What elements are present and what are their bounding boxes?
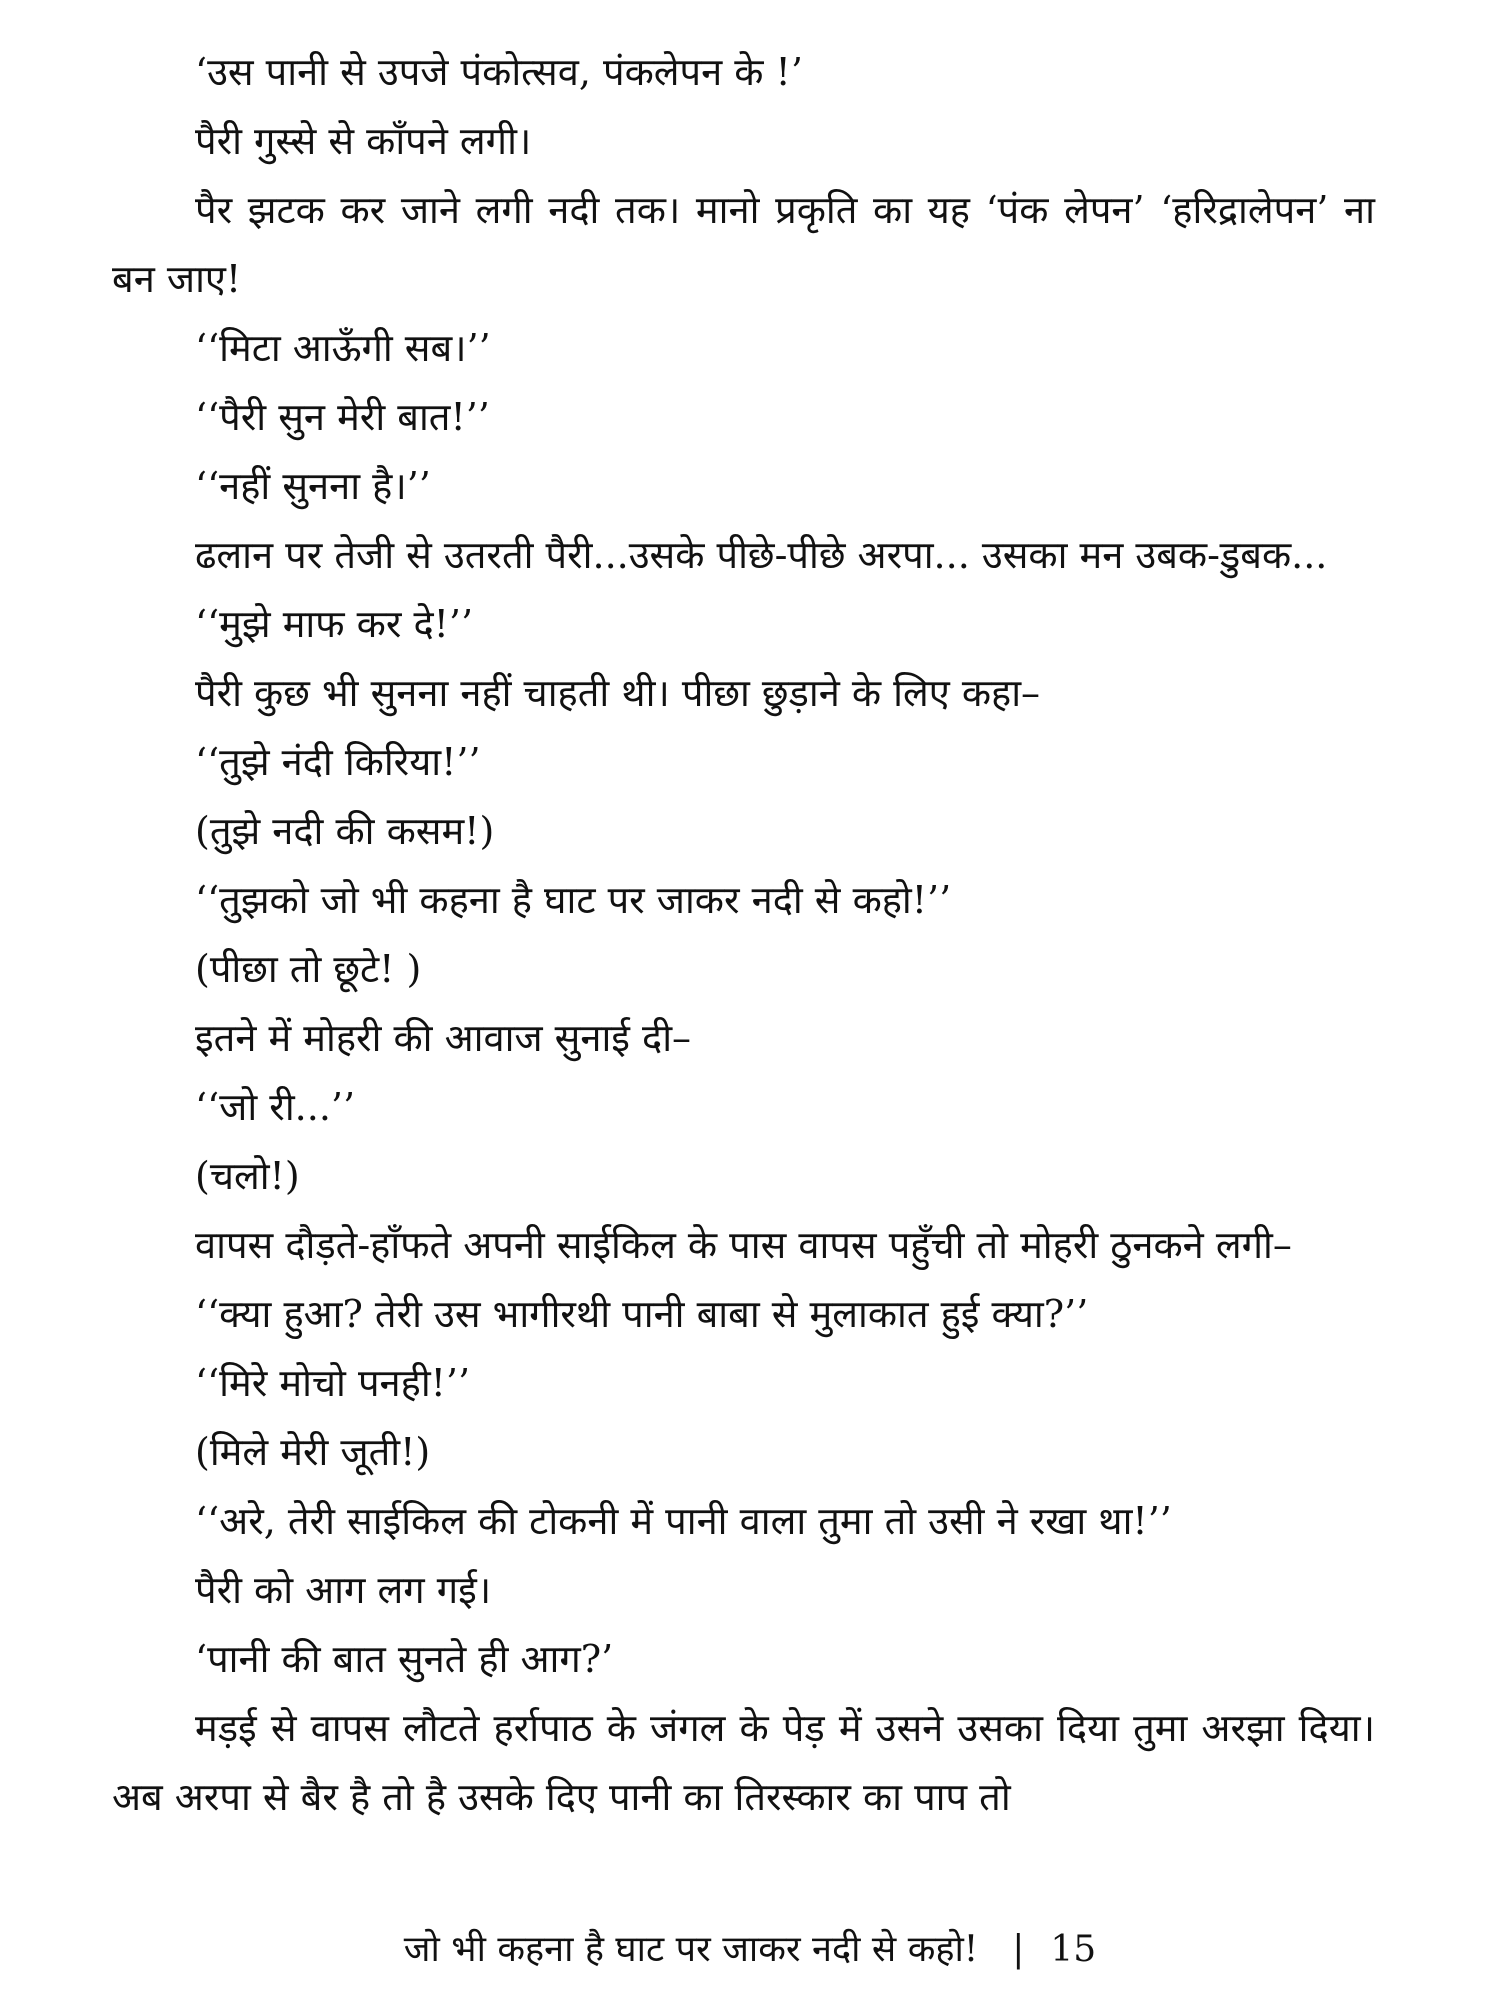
page-footer (0, 1928, 1500, 1972)
paragraph-20: (मिले मेरी जूती!) (195, 1430, 431, 1474)
paragraph-22: पैरी को आग लग गई। (195, 1568, 492, 1612)
paragraph-3: पैर झटक कर जाने लगी नदी तक। मानो प्रकृति का यह ‘पंक लेपन’ ‘हरिद्रालेपन’ ना बन जाए! (112, 188, 1375, 301)
paragraph-7: ढलान पर तेजी से उतरती पैरी...उसके पीछे-पीछे अरपा... उसका मन उबक-डुबक... (195, 533, 1328, 577)
paragraph-1: ‘उस पानी से उपजे पंकोत्सव, पंकलेपन के !’ (195, 50, 803, 94)
paragraph-18: ‘‘क्या हुआ? तेरी उस भागीरथी पानी बाबा से मुलाकात हुई क्या?’’ (195, 1292, 1089, 1336)
paragraph-19: ‘‘मिरे मोचो पनही!’’ (195, 1361, 471, 1405)
footer-separator: | (1012, 1929, 1025, 1970)
paragraph-12: ‘‘तुझको जो भी कहना है घाट पर जाकर नदी से कहो!’’ (195, 878, 952, 922)
paragraph-24: मड़ई से वापस लौटते हर्रापाठ के जंगल के पेड़ में उसने उसका दिया तुमा अरझा दिया। अब अरपा से बैर है तो है उसके दिए पानी का तिरस्कार का पाप तो (112, 1706, 1375, 1819)
paragraph-8: ‘‘मुझे माफ कर दे!’’ (195, 602, 474, 646)
paragraph-11: (तुझे नदी की कसम!) (195, 809, 495, 853)
paragraph-21: ‘‘अरे, तेरी साईकिल की टोकनी में पानी वाला तुमा तो उसी ने रखा था!’’ (195, 1499, 1172, 1543)
paragraph-16: (चलो!) (195, 1154, 300, 1198)
paragraph-17: वापस दौड़ते-हाँफते अपनी साईकिल के पास वापस पहुँची तो मोहरी ठुनकने लगी– (195, 1223, 1292, 1267)
page-number: 15 (1050, 1929, 1097, 1970)
paragraph-9: पैरी कुछ भी सुनना नहीं चाहती थी। पीछा छुड़ाने के लिए कहा– (195, 671, 1041, 715)
paragraph-2: पैरी गुस्से से काँपने लगी। (195, 119, 532, 163)
running-title: जो भी कहना है घाट पर जाकर नदी से कहो! (403, 1929, 979, 1970)
paragraph-6: ‘‘नहीं सुनना है।’’ (195, 464, 431, 508)
paragraph-13: (पीछा तो छूटे! ) (195, 947, 422, 991)
page-body (112, 38, 1375, 1832)
paragraph-15: ‘‘जो री...’’ (195, 1085, 356, 1129)
paragraph-4: ‘‘मिटा आऊँगी सब।’’ (195, 326, 491, 370)
paragraph-14: इतने में मोहरी की आवाज सुनाई दी– (195, 1016, 692, 1060)
paragraph-5: ‘‘पैरी सुन मेरी बात!’’ (195, 395, 490, 439)
paragraph-10: ‘‘तुझे नंदी किरिया!’’ (195, 740, 481, 784)
paragraph-23: ‘पानी की बात सुनते ही आग?’ (195, 1637, 614, 1681)
